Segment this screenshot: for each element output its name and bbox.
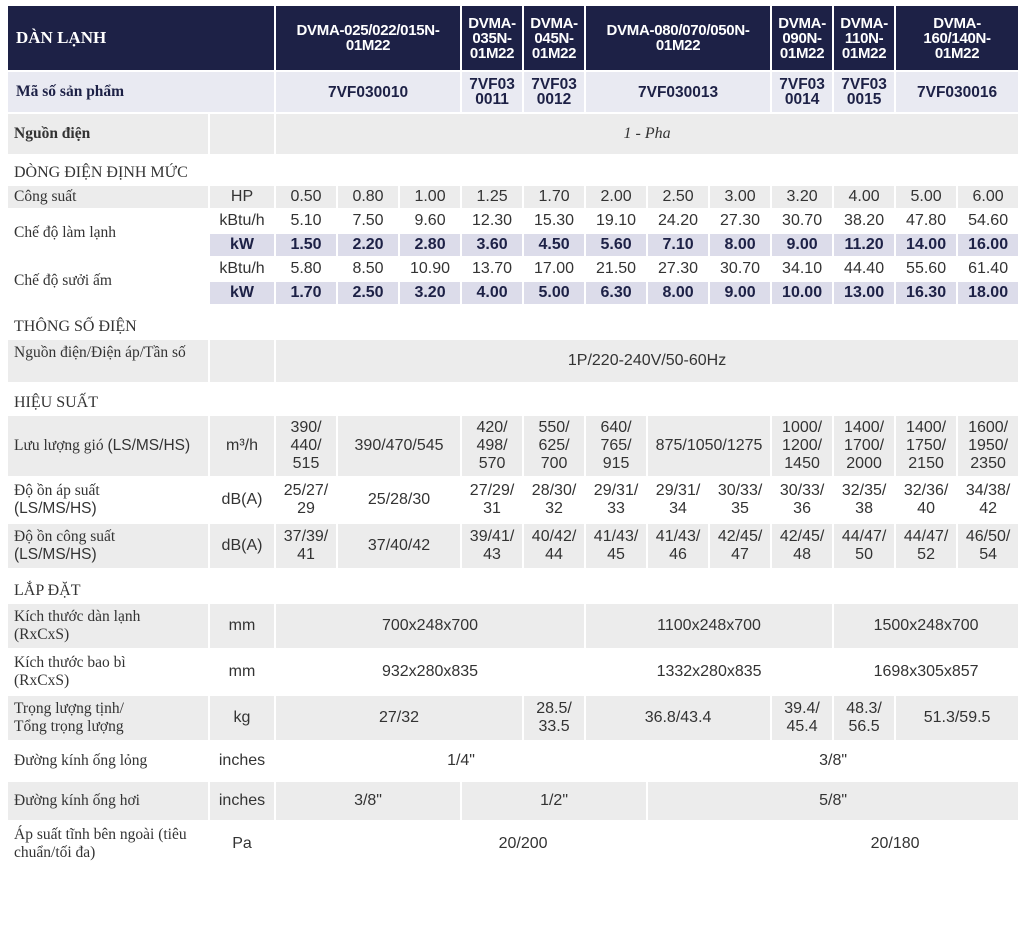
- unit-dims-label: Kích thước dàn lạnh (RxCxS): [8, 604, 208, 648]
- gas-pipe-unit: inches: [210, 782, 274, 820]
- power-source-value: 1 - Pha: [276, 114, 1018, 154]
- unit-dims-unit: mm: [210, 604, 274, 648]
- airflow-value: 390/ 440/ 515: [276, 416, 336, 476]
- section-performance: HIỆU SUẤT: [8, 384, 1018, 414]
- airflow-value: 550/ 625/ 700: [524, 416, 584, 476]
- weight-value: 28.5/ 33.5: [524, 696, 584, 740]
- liquid-pipe-row: [8, 742, 1018, 780]
- power-noise-value: 37/39/ 41: [276, 524, 336, 568]
- section-row: [8, 570, 1018, 602]
- model-header: DVMA- 045N- 01M22: [524, 6, 584, 70]
- cooling-kw-value: 2.20: [338, 234, 398, 256]
- heating-btu-value: 61.40: [968, 260, 1009, 277]
- cooling-btu-value: 9.60: [414, 212, 446, 229]
- heating-kw-value: 10.00: [772, 282, 832, 304]
- power-noise-value: 39/41/ 43: [462, 524, 522, 568]
- weight-value: 27/32: [276, 696, 522, 740]
- cooling-btu-value: 15.30: [534, 212, 575, 229]
- capacity-value: 3.20: [772, 186, 832, 208]
- cooling-btu-value: 5.10: [290, 212, 322, 229]
- capacity-value: 6.00: [958, 186, 1018, 208]
- model-header: DVMA- 110N- 01M22: [834, 6, 894, 70]
- unit-dims-value: 1500x248x700: [834, 604, 1018, 648]
- heating-btu-value: 5.80: [290, 260, 322, 277]
- capacity-row: [8, 186, 1018, 208]
- static-pressure-row: [8, 822, 1018, 866]
- model-header: DVMA- 035N- 01M22: [462, 6, 522, 70]
- product-code-row: [8, 72, 1018, 112]
- cooling-btu-value: 24.20: [658, 212, 699, 229]
- cooling-btu-value: 54.60: [968, 212, 1009, 229]
- pressure-noise-value: 30/33/ 36: [779, 482, 825, 517]
- power-noise-value: 42/45/ 48: [772, 524, 832, 568]
- heating-kw-unit: kW: [210, 282, 274, 304]
- cooling-kw-value: 3.60: [462, 234, 522, 256]
- capacity-unit: HP: [210, 186, 274, 208]
- unit-dims-row: [8, 604, 1018, 648]
- pressure-noise-value: 28/30/ 32: [531, 482, 577, 517]
- power-source-row: [8, 114, 1018, 154]
- pressure-noise-value: 29/31/ 33: [593, 482, 639, 517]
- capacity-value: 1.00: [400, 186, 460, 208]
- electrical-value: 1P/220-240V/50-60Hz: [276, 340, 1018, 382]
- cooling-label: Chế độ làm lạnh: [14, 224, 117, 241]
- gas-pipe-label: Đường kính ống hơi: [8, 782, 208, 820]
- capacity-value: 5.00: [896, 186, 956, 208]
- section-row: [8, 306, 1018, 338]
- gas-pipe-value: 1/2": [462, 782, 646, 820]
- power-noise-value: 41/43/ 46: [648, 524, 708, 568]
- airflow-value: 640/ 765/ 915: [586, 416, 646, 476]
- capacity-label: Công suất: [8, 186, 208, 208]
- heating-kw-value: 2.50: [338, 282, 398, 304]
- power-noise-value: 44/47/ 50: [834, 524, 894, 568]
- cooling-kw-value: 2.80: [400, 234, 460, 256]
- heating-label: Chế độ sưởi ấm: [14, 272, 112, 289]
- cooling-btu-value: 7.50: [352, 212, 384, 229]
- static-pressure-value: 20/200: [498, 835, 548, 852]
- heating-kw-value: 4.00: [462, 282, 522, 304]
- cooling-kw-value: 1.50: [276, 234, 336, 256]
- pressure-noise-value: 27/29/ 31: [469, 482, 515, 517]
- pressure-noise-unit: dB(A): [221, 491, 263, 508]
- heating-btu-value: 55.60: [906, 260, 947, 277]
- product-code-label: Mã số sản phẩm: [8, 72, 274, 112]
- cooling-btu-row: [8, 210, 1018, 232]
- cooling-btu-unit: kBtu/h: [219, 212, 265, 229]
- power-noise-label: Độ ồn công suất (LS/MS/HS): [8, 524, 208, 568]
- section-electrical: THÔNG SỐ ĐIỆN: [8, 306, 1018, 338]
- airflow-value: 875/1050/1275: [648, 416, 770, 476]
- airflow-value: 1600/ 1950/ 2350: [958, 416, 1018, 476]
- cooling-btu-value: 27.30: [720, 212, 761, 229]
- cooling-btu-value: 38.20: [844, 212, 885, 229]
- pressure-noise-value: 32/35/ 38: [841, 482, 887, 517]
- heating-btu-value: 30.70: [720, 260, 761, 277]
- cooling-btu-value: 30.70: [782, 212, 823, 229]
- cooling-kw-value: 7.10: [648, 234, 708, 256]
- cooling-kw-value: 14.00: [896, 234, 956, 256]
- heating-btu-unit: kBtu/h: [219, 260, 265, 277]
- power-noise-value: 44/47/ 52: [896, 524, 956, 568]
- electrical-label: Nguồn điện/Điện áp/Tần số: [8, 340, 208, 382]
- airflow-label: Lưu lượng gió (LS/MS/HS): [8, 416, 208, 476]
- cooling-btu-value: 12.30: [472, 212, 513, 229]
- product-code: 7VF03 0011: [462, 72, 522, 112]
- unit-dims-value: 1100x248x700: [586, 604, 832, 648]
- capacity-value: 1.25: [462, 186, 522, 208]
- pressure-noise-row: [8, 478, 1018, 522]
- capacity-value: 0.80: [338, 186, 398, 208]
- model-header: DVMA- 160/140N- 01M22: [896, 6, 1018, 70]
- package-dims-label: Kích thước bao bì (RxCxS): [14, 654, 126, 689]
- heating-btu-value: 17.00: [534, 260, 575, 277]
- weight-value: 36.8/43.4: [586, 696, 770, 740]
- empty-cell: [210, 114, 274, 154]
- heating-kw-value: 1.70: [276, 282, 336, 304]
- capacity-value: 2.00: [586, 186, 646, 208]
- liquid-pipe-label: Đường kính ống lỏng: [14, 752, 148, 769]
- pressure-noise-value: 34/38/ 42: [965, 482, 1011, 517]
- empty-cell: [210, 340, 274, 382]
- model-header: DVMA-080/070/050N- 01M22: [586, 6, 770, 70]
- heating-btu-row: [8, 258, 1018, 280]
- section-installation: LẮP ĐẶT: [8, 570, 1018, 602]
- power-noise-row: [8, 524, 1018, 568]
- heating-kw-value: 13.00: [834, 282, 894, 304]
- power-noise-value: 42/45/ 47: [710, 524, 770, 568]
- static-pressure-value: 20/180: [870, 835, 920, 852]
- product-code: 7VF03 0014: [772, 72, 832, 112]
- heating-kw-value: 6.30: [586, 282, 646, 304]
- header-row: [8, 6, 1018, 70]
- weight-value: 51.3/59.5: [896, 696, 1018, 740]
- airflow-unit: m³/h: [210, 416, 274, 476]
- power-noise-value: 40/42/ 44: [524, 524, 584, 568]
- power-noise-value: 46/50/ 54: [958, 524, 1018, 568]
- weight-value: 39.4/ 45.4: [772, 696, 832, 740]
- liquid-pipe-value: 3/8": [819, 752, 848, 769]
- package-dims-value: 1332x280x835: [656, 663, 762, 680]
- package-dims-value: 932x280x835: [381, 663, 479, 680]
- heating-btu-value: 34.10: [782, 260, 823, 277]
- pressure-noise-value: 30/33/ 35: [717, 482, 763, 517]
- airflow-value: 420/ 498/ 570: [462, 416, 522, 476]
- heating-kw-value: 3.20: [400, 282, 460, 304]
- power-noise-value: 37/40/42: [338, 524, 460, 568]
- power-source-label: Nguồn điện: [8, 114, 208, 154]
- heating-kw-value: 5.00: [524, 282, 584, 304]
- liquid-pipe-value: 1/4": [447, 752, 475, 769]
- electrical-row: [8, 340, 1018, 382]
- pressure-noise-value: 25/27/ 29: [283, 482, 329, 517]
- heating-btu-value: 27.30: [658, 260, 699, 277]
- product-code: 7VF03 0012: [524, 72, 584, 112]
- spec-table: [6, 4, 1020, 868]
- package-dims-unit: mm: [228, 663, 256, 680]
- cooling-kw-value: 9.00: [772, 234, 832, 256]
- gas-pipe-value: 5/8": [648, 782, 1018, 820]
- power-noise-value: 41/43/ 45: [586, 524, 646, 568]
- model-header: DVMA- 090N- 01M22: [772, 6, 832, 70]
- unit-dims-value: 700x248x700: [276, 604, 584, 648]
- airflow-value: 1400/ 1750/ 2150: [896, 416, 956, 476]
- product-code: 7VF03 0015: [834, 72, 894, 112]
- product-code: 7VF030016: [896, 72, 1018, 112]
- pressure-noise-label: Độ ồn áp suất (LS/MS/HS): [14, 482, 100, 517]
- gas-pipe-row: [8, 782, 1018, 820]
- heating-btu-value: 10.90: [410, 260, 451, 277]
- cooling-kw-value: 8.00: [710, 234, 770, 256]
- capacity-value: 1.70: [524, 186, 584, 208]
- model-header: DVMA-025/022/015N- 01M22: [276, 6, 460, 70]
- cooling-kw-value: 16.00: [958, 234, 1018, 256]
- airflow-value: 1000/ 1200/ 1450: [772, 416, 832, 476]
- gas-pipe-value: 3/8": [276, 782, 460, 820]
- package-dims-value: 1698x305x857: [873, 663, 979, 680]
- capacity-value: 2.50: [648, 186, 708, 208]
- cooling-btu-value: 47.80: [906, 212, 947, 229]
- heating-btu-value: 21.50: [596, 260, 637, 277]
- heating-btu-value: 8.50: [352, 260, 384, 277]
- weight-label: Trọng lượng tịnh/ Tổng trọng lượng: [8, 696, 208, 740]
- weight-row: [8, 696, 1018, 740]
- header-title: DÀN LẠNH: [8, 6, 274, 70]
- cooling-kw-value: 4.50: [524, 234, 584, 256]
- airflow-value: 1400/ 1700/ 2000: [834, 416, 894, 476]
- product-code: 7VF030013: [586, 72, 770, 112]
- weight-value: 48.3/ 56.5: [834, 696, 894, 740]
- cooling-kw-unit: kW: [210, 234, 274, 256]
- pressure-noise-value: 32/36/ 40: [903, 482, 949, 517]
- capacity-value: 4.00: [834, 186, 894, 208]
- cooling-btu-value: 19.10: [596, 212, 637, 229]
- section-row: [8, 156, 1018, 184]
- capacity-value: 0.50: [276, 186, 336, 208]
- heating-kw-value: 8.00: [648, 282, 708, 304]
- heating-kw-value: 9.00: [710, 282, 770, 304]
- section-row: [8, 384, 1018, 414]
- heating-btu-value: 44.40: [844, 260, 885, 277]
- cooling-kw-value: 5.60: [586, 234, 646, 256]
- product-code: 7VF030010: [276, 72, 460, 112]
- liquid-pipe-unit: inches: [218, 752, 266, 769]
- static-pressure-unit: Pa: [232, 835, 252, 852]
- cooling-kw-value: 11.20: [834, 234, 894, 256]
- pressure-noise-value: 25/28/30: [367, 491, 431, 508]
- airflow-value: 390/470/545: [338, 416, 460, 476]
- weight-unit: kg: [210, 696, 274, 740]
- capacity-value: 3.00: [710, 186, 770, 208]
- heating-kw-value: 16.30: [896, 282, 956, 304]
- heating-btu-value: 13.70: [472, 260, 513, 277]
- airflow-row: [8, 416, 1018, 476]
- static-pressure-label: Áp suất tĩnh bên ngoài (tiêu chuẩn/tối đa): [14, 826, 187, 861]
- package-dims-row: [8, 650, 1018, 694]
- pressure-noise-value: 29/31/ 34: [655, 482, 701, 517]
- heating-kw-value: 18.00: [958, 282, 1018, 304]
- section-rated-current: DÒNG ĐIỆN ĐỊNH MỨC: [8, 156, 1018, 184]
- power-noise-unit: dB(A): [210, 524, 274, 568]
